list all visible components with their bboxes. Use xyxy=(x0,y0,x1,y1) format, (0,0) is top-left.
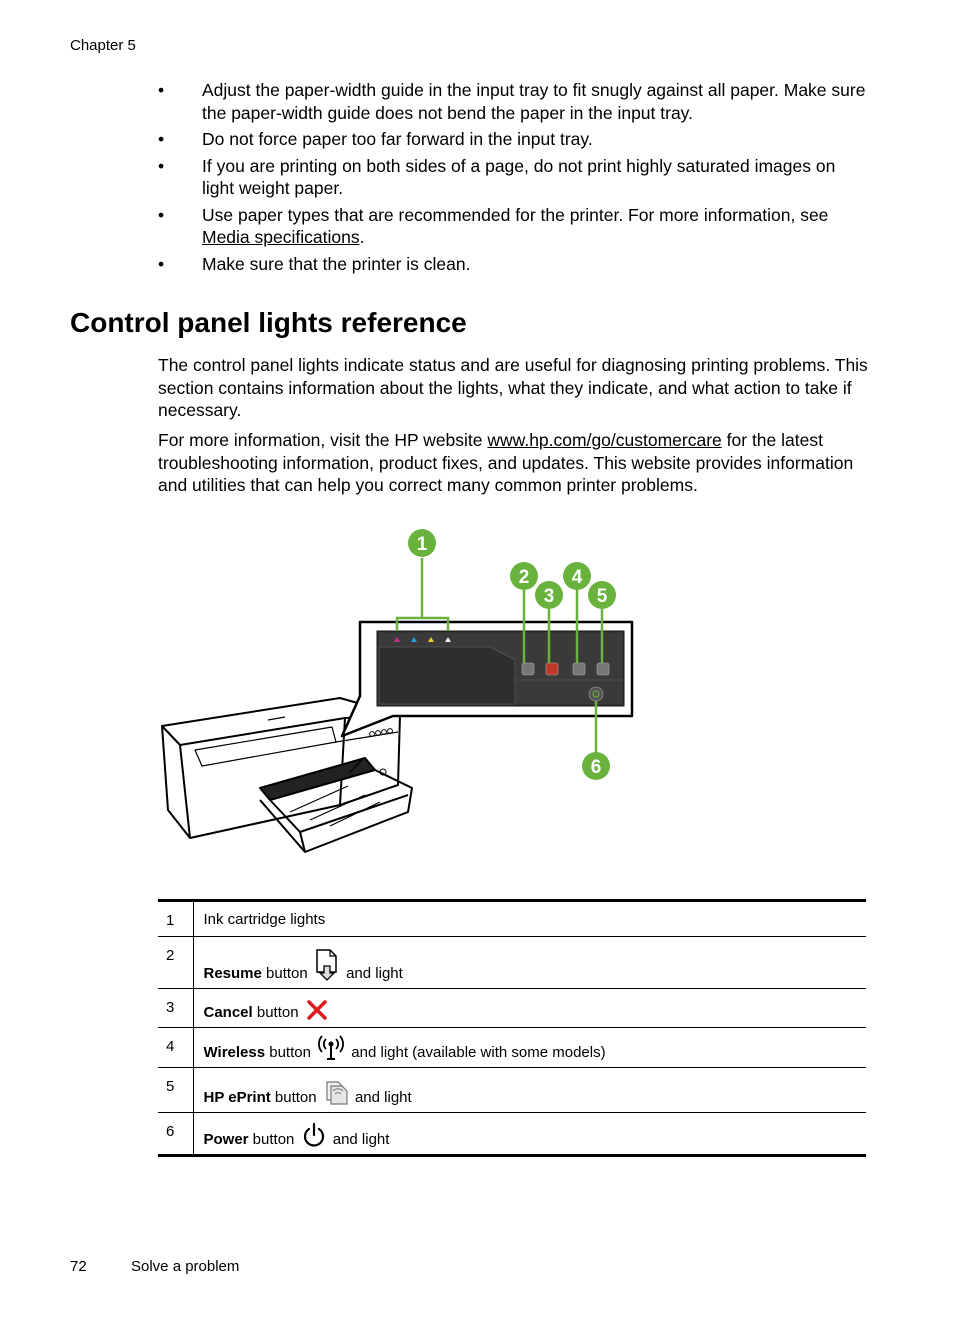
cancel-button-graphic xyxy=(546,663,558,675)
printer-control-panel-figure xyxy=(150,520,650,870)
svg-text:2: 2 xyxy=(518,567,530,588)
bullet-glyph: • xyxy=(158,155,165,176)
wireless-icon xyxy=(318,1035,344,1061)
svg-text:1: 1 xyxy=(416,534,428,555)
footer-section: Solve a problem xyxy=(131,1258,240,1275)
row-number: 2 xyxy=(158,937,193,989)
callout-1 xyxy=(408,529,436,557)
row-number: 6 xyxy=(158,1113,193,1156)
power-button-graphic xyxy=(589,687,603,701)
power-label: Power xyxy=(203,1131,249,1148)
svg-text:4: 4 xyxy=(571,567,583,588)
page-number: 72 xyxy=(70,1258,87,1275)
eprint-label: HP ePrint xyxy=(203,1089,271,1106)
row-number: 5 xyxy=(158,1068,193,1113)
bullet-glyph: • xyxy=(158,129,165,149)
chapter-label: Chapter 5 xyxy=(70,37,136,54)
table-row: 6 Power button and light xyxy=(158,1113,866,1156)
svg-text:6: 6 xyxy=(590,757,602,778)
row-number: 4 xyxy=(158,1028,193,1068)
control-panel xyxy=(377,631,624,706)
list-item: • Use paper types that are recommended for the printer. For more information, see Media specifications. xyxy=(158,204,829,247)
intro-paragraph: The control panel lights indicate status and are useful for diagnosing printing problems. This section contains information about the lights, what they indicate, and what action to take if necessary. xyxy=(158,355,868,420)
row-number: 3 xyxy=(158,989,193,1028)
table-row: 3 Cancel button xyxy=(158,989,866,1028)
list-item: • Make sure that the printer is clean. xyxy=(158,253,471,274)
callout-5 xyxy=(588,581,616,609)
table-row: 5 HP ePrint button and light xyxy=(158,1068,866,1113)
row-description: Ink cartridge lights xyxy=(203,910,326,928)
list-item: • Do not force paper too far forward in the input tray. xyxy=(158,129,593,149)
bullet-glyph: • xyxy=(158,204,165,225)
list-item: • If you are printing on both sides of a page, do not print highly saturated images on light weight paper. xyxy=(158,155,836,198)
svg-text:5: 5 xyxy=(596,586,608,607)
callout-6 xyxy=(582,752,610,780)
table-row: 4 Wireless button and light (available with some models) xyxy=(158,1028,866,1068)
callout-2 xyxy=(510,562,538,590)
media-specifications-link[interactable]: Media specifications xyxy=(202,227,360,247)
tips-list xyxy=(158,79,868,279)
bullet-glyph: • xyxy=(158,253,165,274)
wireless-label: Wireless xyxy=(203,1044,266,1061)
callout-3 xyxy=(535,581,563,609)
customercare-link[interactable]: www.hp.com/go/customercare xyxy=(487,430,722,450)
table-row: 2 Resume button and light xyxy=(158,937,866,989)
power-icon xyxy=(302,1122,326,1148)
resume-button-graphic xyxy=(522,663,534,675)
list-item: • Adjust the paper-width guide in the input tray to fit snugly against all paper. Make sure the paper-width guide does not bend the paper in the input tray. xyxy=(158,80,866,123)
legend-table xyxy=(158,899,866,1157)
row-number: 1 xyxy=(158,901,193,937)
cancel-icon xyxy=(306,999,328,1021)
resume-icon xyxy=(315,948,339,982)
section-title: Control panel lights reference xyxy=(70,307,467,338)
website-paragraph: For more information, visit the HP website www.hp.com/go/customercare for the latest troubleshooting information, product fixes, and updates. This website provides information and utilities that can help you correct many common printer problems. xyxy=(158,430,854,495)
eprint-icon xyxy=(324,1080,348,1106)
bullet-glyph: • xyxy=(158,80,165,100)
cancel-label: Cancel xyxy=(203,1004,253,1021)
resume-label: Resume xyxy=(203,965,262,982)
svg-text:3: 3 xyxy=(543,586,555,607)
eprint-button-graphic xyxy=(597,663,609,675)
callout-4 xyxy=(563,562,591,590)
wireless-button-graphic xyxy=(573,663,585,675)
table-row xyxy=(158,901,866,937)
